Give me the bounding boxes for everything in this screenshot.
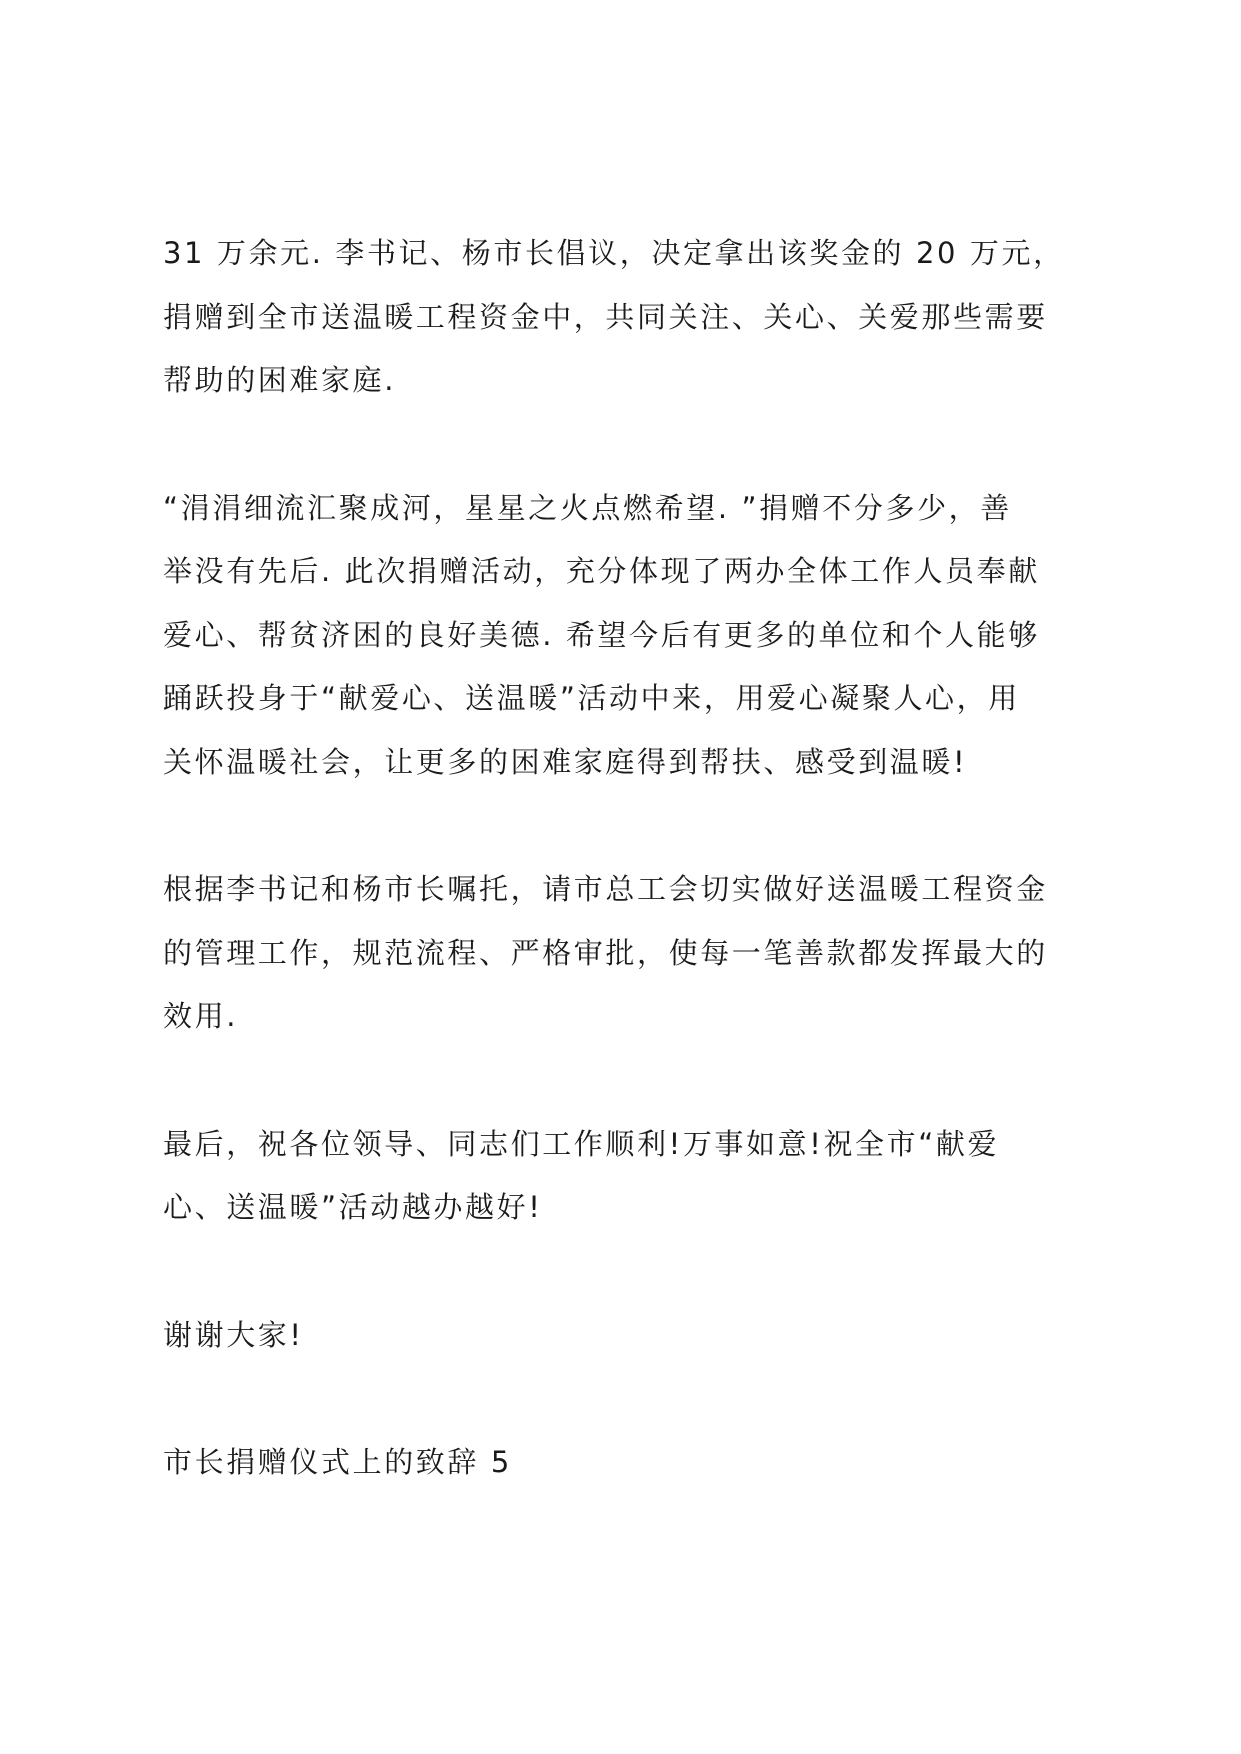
text-line: 捐赠到全市送温暖工程资金中，共同关注、关心、关爱那些需要: [163, 300, 1048, 334]
section-heading: 市长捐赠仪式上的致辞 5: [163, 1445, 512, 1479]
text-line: 心、送温暖”活动越办越好!: [163, 1190, 543, 1224]
text-line: 的管理工作，规范流程、严格审批，使每一笔善款都发挥最大的: [163, 936, 1048, 970]
text-line: “涓涓细流汇聚成河，星星之火点燃希望. ”捐赠不分多少，善: [163, 491, 1012, 525]
text-line: 爱心、帮贫济困的良好美德. 希望今后有更多的单位和个人能够: [163, 618, 1040, 652]
text-line: 谢谢大家!: [163, 1318, 304, 1352]
text-line: 效用.: [163, 999, 239, 1033]
text-line: 最后，祝各位领导、同志们工作顺利!万事如意!祝全市“献爱: [163, 1127, 1000, 1161]
text-line: 举没有先后. 此次捐赠活动，充分体现了两办全体工作人员奉献: [163, 554, 1040, 588]
text-line: 根据李书记和杨市长嘱托，请市总工会切实做好送温暖工程资金: [163, 872, 1048, 906]
text-line: 踊跃投身于“献爱心、送温暖”活动中来，用爱心凝聚人心，用: [163, 681, 1020, 715]
text-line: 帮助的困难家庭.: [163, 363, 397, 397]
text-line: 关怀温暖社会，让更多的困难家庭得到帮扶、感受到温暖!: [163, 745, 968, 779]
text-line: 31 万余元. 李书记、杨市长倡议，决定拿出该奖金的 20 万元，: [163, 236, 1065, 270]
